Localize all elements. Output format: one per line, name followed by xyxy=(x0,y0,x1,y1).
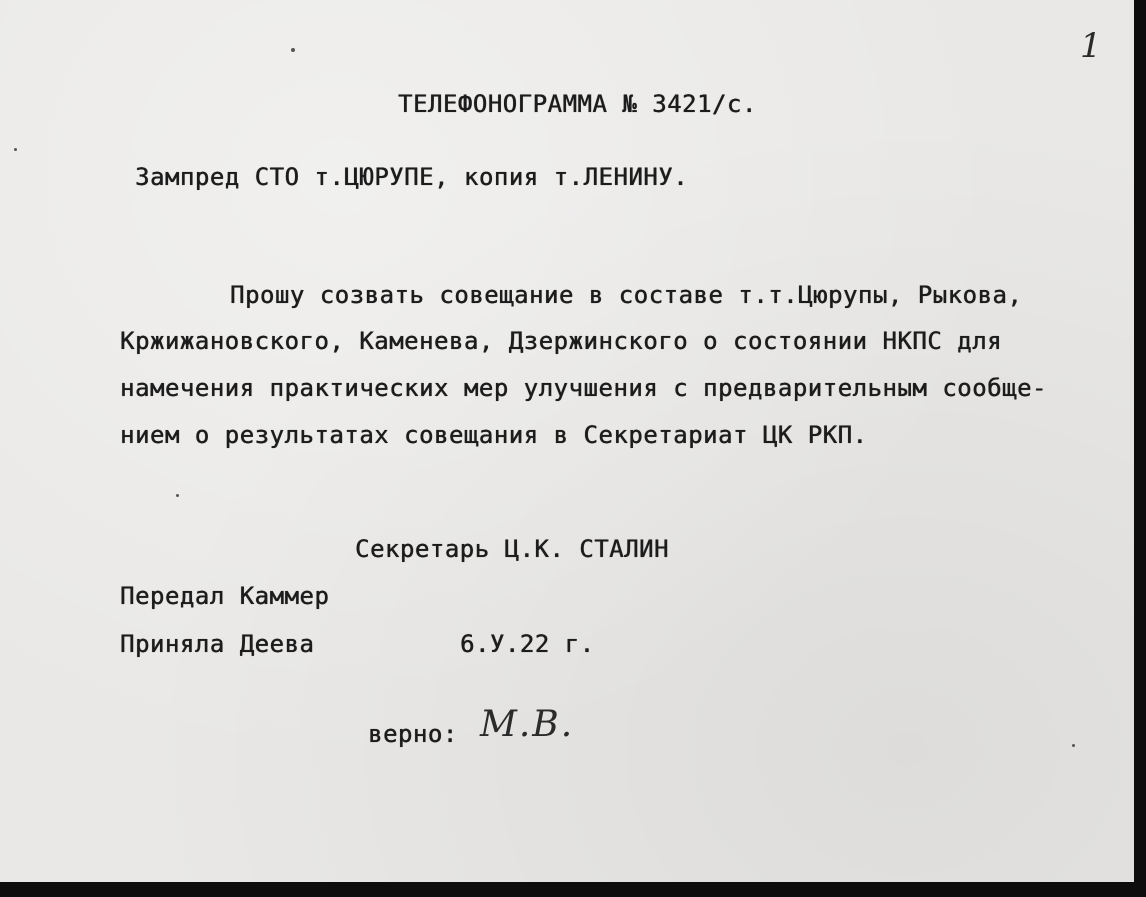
body-line-4: нием о результатах совещания в Секретариат ЦК РКП. xyxy=(120,421,868,449)
received-by: Приняла Деева xyxy=(120,630,315,658)
certified-label: верно: xyxy=(368,720,458,748)
body-line-1: Прошу созвать совещание в составе т.т.Цюрупы, Рыкова, xyxy=(230,281,1023,309)
document-title: ТЕЛЕФОНОГРАММА № 3421/с. xyxy=(398,90,757,118)
addressee-line: Зампред СТО т.ЦЮРУПЕ, копия т.ЛЕНИНУ. xyxy=(135,163,689,191)
paper-speck xyxy=(14,148,17,151)
transmitted-by: Передал Каммер xyxy=(120,582,330,610)
paper-speck xyxy=(176,494,179,497)
paper-speck xyxy=(1072,744,1075,747)
paper-speck xyxy=(291,48,295,52)
certified-initials: М.В. xyxy=(480,704,575,745)
body-line-3: намечения практических мер улучшения с предварительным сообще- xyxy=(120,374,1047,402)
scan-border-bottom xyxy=(0,882,1146,897)
page-number: 1 xyxy=(1080,26,1102,66)
date: 6.У.22 г. xyxy=(460,630,595,658)
scan-border-right xyxy=(1134,0,1146,897)
signature-line: Секретарь Ц.К. СТАЛИН xyxy=(355,535,669,563)
body-line-2: Кржижановского, Каменева, Дзержинского о состоянии НКПС для xyxy=(120,327,1003,355)
